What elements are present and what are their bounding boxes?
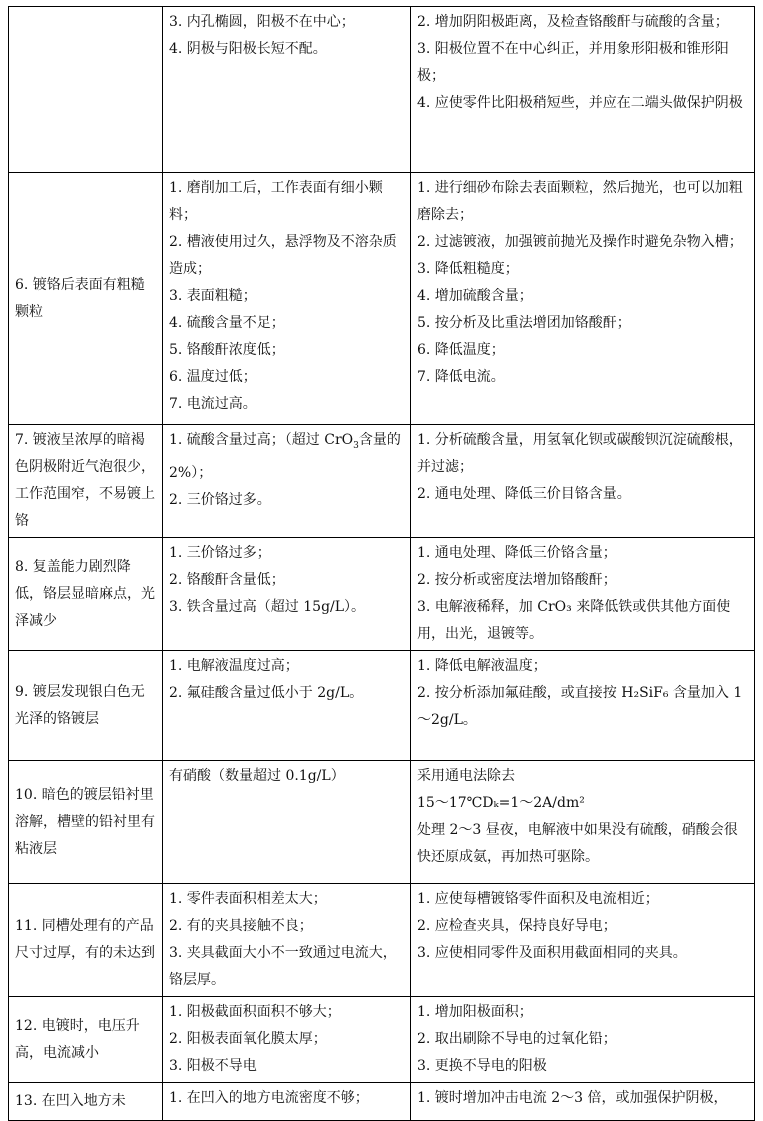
problem-cell xyxy=(9,538,163,651)
remedy-item: 3. 电解液稀释，加 CrO₃ 来降低铁或供其他方面使用，出光，退镀等。 xyxy=(417,599,731,642)
remedy-cell xyxy=(411,884,755,997)
problem-cell xyxy=(9,425,163,538)
problem-cell xyxy=(9,884,163,997)
problem-text: 7. 镀液呈浓厚的暗褐色阴极附近气泡很少，工作范围窄，不易镀上铬 xyxy=(15,432,155,529)
remedy-cell xyxy=(411,997,755,1083)
remedy-cell xyxy=(411,651,755,761)
cause-item: 2. 氟硅酸含量过低小于 2g/L。 xyxy=(169,685,364,701)
remedy-item: 4. 应使零件比阳极稍短些，并应在二端头做保护阴极 xyxy=(417,95,743,111)
problem-text: 13. 在凹入地方未 xyxy=(15,1093,126,1109)
remedy-item: 1. 进行细砂布除去表面颗粒，然后抛光，也可以加粗磨除去； xyxy=(417,180,743,223)
cause-cell xyxy=(163,1083,411,1121)
remedy-item: 7. 降低电流。 xyxy=(417,369,505,385)
cause-cell xyxy=(163,173,411,425)
cause-item: 4. 硫酸含量不足； xyxy=(169,315,285,331)
table-row xyxy=(9,173,755,425)
cause-item: 1. 零件表面积相差太大； xyxy=(169,891,327,907)
remedy-cell xyxy=(411,538,755,651)
cause-item: 1. 硫酸含量过高；（超过 CrO$_3$含量的 2%）； xyxy=(169,432,401,481)
problem-text: 11. 同槽处理有的产品尺寸过厚，有的未达到 xyxy=(15,918,155,961)
remedy-item: 2. 通电处理、降低三价目铬含量。 xyxy=(417,486,631,502)
table-row xyxy=(9,761,755,884)
problem-text: 6. 镀铬后表面有粗糙颗粒 xyxy=(15,276,145,320)
problem-cell xyxy=(9,1083,163,1121)
problem-text: 12. 电镀时，电压升高，电流减小 xyxy=(15,1017,140,1061)
cause-item: 6. 温度过低； xyxy=(169,369,257,385)
cause-cell xyxy=(163,651,411,761)
remedy-item: 15～17℃Dₖ=1～2A/dm² xyxy=(417,795,585,811)
cause-item: 3. 阳极不导电 xyxy=(169,1058,257,1074)
cause-item: 1. 电解液温度过高； xyxy=(169,658,299,674)
remedy-cell xyxy=(411,425,755,538)
remedy-item: 处理 2～3 昼夜，电解液中如果没有硫酸，硝酸会很快还原成氨，再加热可驱除。 xyxy=(417,822,738,865)
cause-item: 2. 三价铬过多。 xyxy=(169,491,271,508)
cause-item: 1. 阳极截面积面积不够大； xyxy=(169,1004,341,1020)
remedy-item: 2. 过滤镀液，加强镀前抛光及操作时避免杂物入槽； xyxy=(417,234,743,250)
cause-item: 3. 铁含量过高（超过 15g/L）。 xyxy=(169,599,366,615)
problem-text: 9. 镀层发现银白色无光泽的铬镀层 xyxy=(15,683,145,727)
remedy-item: 1. 镀时增加冲击电流 2～3 倍，或加强保护阴极， xyxy=(417,1090,728,1106)
troubleshooting-table xyxy=(8,6,755,1121)
table-body xyxy=(9,7,755,1121)
problem-text: 8. 复盖能力剧烈降低，铬层显暗麻点，光泽减少 xyxy=(15,558,155,629)
cause-item: 3. 内孔椭圆，阳极不在中心； xyxy=(169,14,355,30)
remedy-item: 3. 降低粗糙度； xyxy=(417,261,519,277)
remedy-cell xyxy=(411,761,755,884)
table-row xyxy=(9,1083,755,1121)
cause-cell xyxy=(163,425,411,538)
remedy-item: 3. 阳极位置不在中心纠正，并用象形阳极和锥形阳极； xyxy=(417,41,729,84)
remedy-item: 3. 应使相同零件及面积用截面相同的夹具。 xyxy=(417,945,687,961)
remedy-item: 1. 增加阳极面积； xyxy=(417,1004,533,1020)
remedy-item: 1. 降低电解液温度； xyxy=(417,658,547,674)
remedy-cell xyxy=(411,7,755,173)
remedy-item: 2. 增加阴阳极距离，及检查铬酸酐与硫酸的含量； xyxy=(417,14,729,30)
table-row xyxy=(9,884,755,997)
cause-item: 3. 夹具截面大小不一致通过电流大，铬层厚。 xyxy=(169,945,397,988)
remedy-item: 2. 取出刷除不导电的过氧化铅； xyxy=(417,1031,617,1047)
cause-item: 1. 三价铬过多； xyxy=(169,545,271,561)
remedy-item: 采用通电法除去 xyxy=(417,768,515,784)
remedy-item: 4. 增加硫酸含量； xyxy=(417,288,533,304)
cause-item: 1. 在凹入的地方电流密度不够； xyxy=(169,1090,369,1106)
table-row xyxy=(9,997,755,1083)
remedy-item: 2. 按分析或密度法增加铬酸酐； xyxy=(417,572,617,588)
cause-item: 2. 有的夹具接触不良； xyxy=(169,918,313,934)
remedy-cell xyxy=(411,1083,755,1121)
cause-item: 3. 表面粗糙； xyxy=(169,288,257,304)
cause-item: 2. 槽液使用过久，悬浮物及不溶杂质造成； xyxy=(169,234,397,277)
problem-text: 10. 暗色的镀层铅衬里溶解，槽壁的铅衬里有粘液层 xyxy=(15,786,155,857)
remedy-item: 3. 更换不导电的阳极 xyxy=(417,1058,547,1074)
remedy-item: 2. 应检查夹具，保持良好导电； xyxy=(417,918,617,934)
cause-cell xyxy=(163,538,411,651)
cause-cell xyxy=(163,761,411,884)
cause-item: 1. 磨削加工后，工作表面有细小颗料； xyxy=(169,180,383,223)
problem-cell xyxy=(9,173,163,425)
problem-cell xyxy=(9,997,163,1083)
problem-cell xyxy=(9,761,163,884)
table-row xyxy=(9,538,755,651)
remedy-item: 1. 通电处理、降低三价铬含量； xyxy=(417,545,617,561)
problem-cell xyxy=(9,7,163,173)
cause-item: 7. 电流过高。 xyxy=(169,396,257,412)
cause-cell xyxy=(163,884,411,997)
remedy-cell xyxy=(411,173,755,425)
cause-item: 4. 阴极与阳极长短不配。 xyxy=(169,41,327,57)
remedy-item: 1. 应使每槽镀铬零件面积及电流相近； xyxy=(417,891,659,907)
table-row xyxy=(9,651,755,761)
table-row xyxy=(9,425,755,538)
cause-item: 5. 铬酸酐浓度低； xyxy=(169,342,285,358)
cause-item: 2. 铬酸酐含量低； xyxy=(169,572,285,588)
cause-cell xyxy=(163,997,411,1083)
remedy-item: 5. 按分析及比重法增团加铬酸酐； xyxy=(417,315,631,331)
cause-item: 2. 阳极表面氧化膜太厚； xyxy=(169,1031,327,1047)
remedy-item: 6. 降低温度； xyxy=(417,342,505,358)
problem-cell xyxy=(9,651,163,761)
cause-item: 有硝酸（数量超过 0.1g/L） xyxy=(169,768,345,784)
table-row xyxy=(9,7,755,173)
cause-cell xyxy=(163,7,411,173)
remedy-item: 2. 按分析添加氟硅酸，或直接按 H₂SiF₆ 含量加入 1～2g/L。 xyxy=(417,685,743,728)
remedy-item: 1. 分析硫酸含量，用氢氧化钡或碳酸钡沉淀硫酸根，并过滤； xyxy=(417,432,743,475)
